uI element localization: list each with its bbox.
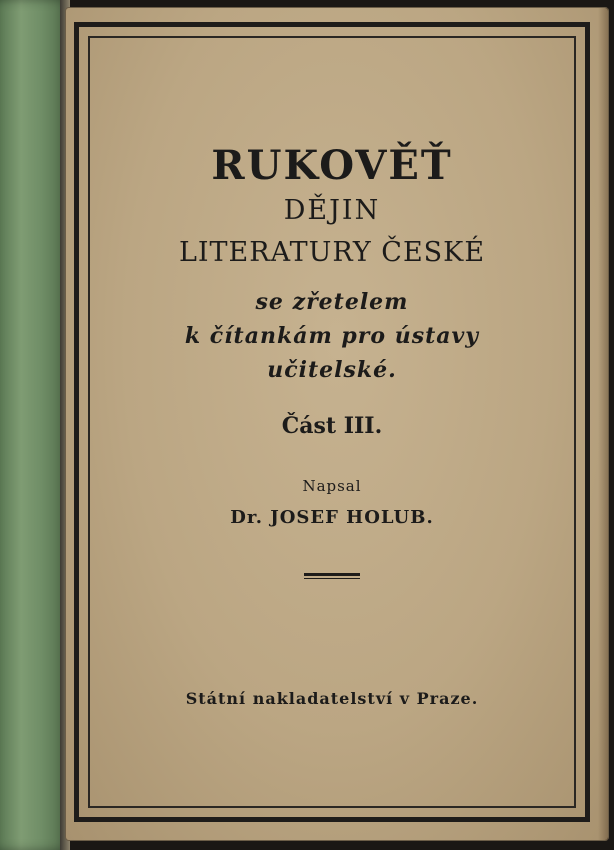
cover-part-label: Část III.	[281, 413, 383, 439]
cover-subtitle-1: DĚJIN	[283, 195, 381, 226]
cover-italic-line-1: se zřetelem	[255, 289, 409, 315]
cover-title: RUKOVĚŤ	[211, 142, 453, 189]
cover-subtitle-2: LITERATURY ČESKÉ	[178, 237, 486, 268]
cover-outer-border	[74, 22, 590, 822]
cover-text-block	[79, 27, 585, 817]
cover-italic-line-3: učitelské.	[267, 357, 397, 383]
cover-italic-line-2: k čítankám pro ústavy	[184, 323, 480, 349]
cover-edge-wear	[598, 8, 608, 840]
decorative-rule	[304, 573, 360, 576]
cover-author: Dr. JOSEF HOLUB.	[230, 507, 434, 528]
book-cover	[66, 8, 608, 840]
cover-written-by: Napsal	[302, 477, 362, 495]
cover-publisher: Státní nakladatelství v Praze.	[185, 689, 479, 708]
